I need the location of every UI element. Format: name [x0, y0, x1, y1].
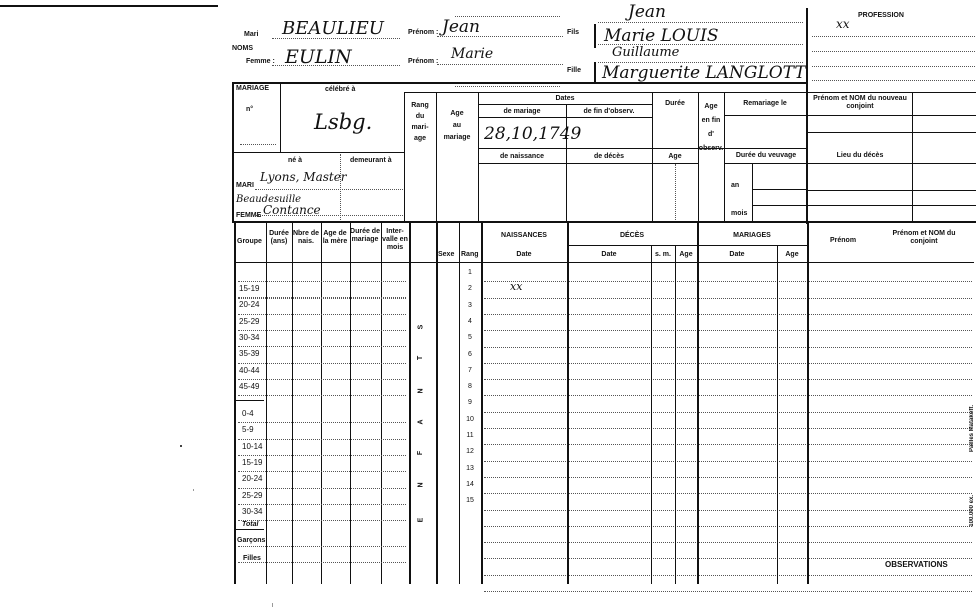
group-row-line	[238, 314, 406, 315]
deces-age-label: Age	[679, 251, 693, 258]
dates-lower-rule	[478, 163, 698, 164]
dates-row-rule	[478, 148, 806, 149]
group-row-line	[238, 422, 406, 423]
col-mariages-left	[697, 222, 699, 584]
mari-prenom-line	[437, 36, 563, 37]
rank-number: 1	[468, 269, 472, 276]
an-label: an	[731, 182, 740, 189]
pere-mari: Jean	[628, 2, 666, 22]
col-enfants-inner	[436, 222, 438, 584]
header-right-divider	[806, 8, 808, 224]
pere-femme: Guillaume	[612, 45, 680, 60]
group-row-line	[238, 562, 406, 563]
ne-a-label: né à	[288, 157, 303, 164]
duree-mariage-label: Durée de mariage	[350, 228, 380, 243]
group-label-a: 15-19	[239, 284, 260, 293]
print-run-text: 100.000 ex.	[969, 495, 975, 527]
group-label-a: 30-34	[239, 332, 260, 342]
sexe-label: Sexe	[438, 251, 455, 258]
femme-lieu-2: Contance	[263, 203, 321, 217]
duree-ans-label: Durée (ans)	[269, 230, 289, 245]
naissance-row2-value: xx	[510, 280, 523, 293]
right-block-rule-2	[806, 132, 976, 133]
veuvage-inner-line	[752, 163, 753, 221]
group-label-b: 10-14	[242, 441, 263, 451]
group-row-line	[238, 395, 406, 396]
child-row-line	[484, 461, 972, 462]
femme-lieu-line	[255, 215, 403, 216]
child-row-line	[484, 298, 972, 299]
rank-number: 14	[466, 480, 474, 488]
femme-label: Femme :	[246, 58, 275, 65]
child-row-line	[484, 412, 972, 413]
fils-label: Fils	[567, 29, 580, 36]
right-block-rule-4	[806, 190, 976, 191]
child-row-line	[484, 379, 972, 380]
de-mariage-label: de mariage	[503, 108, 541, 115]
veuvage-low	[752, 205, 806, 206]
col-duree-left	[266, 222, 267, 584]
mariages-age-label: Age	[785, 251, 799, 258]
mari-lieu: Lyons, Master	[260, 170, 347, 184]
enfants-letter: E	[417, 517, 425, 523]
garcons-label: Garçons	[237, 537, 266, 544]
col-deces-left	[567, 222, 569, 584]
child-row-line	[484, 314, 972, 315]
total-label: Total	[242, 521, 259, 528]
group-label-b: 15-19	[242, 457, 263, 467]
femme-nom-line	[272, 65, 400, 66]
mariage-top-rule	[232, 82, 806, 84]
rank-number: 9	[468, 399, 472, 407]
age-mariage-label: Age au mariage	[443, 110, 471, 141]
group-label-a: 25-29	[239, 316, 260, 326]
publisher-text: Pailles Matakoff.	[969, 405, 975, 453]
rank-number: 13	[466, 464, 474, 472]
age-fin-label: Age en fin d' observ.	[698, 103, 724, 152]
total-rule	[236, 529, 264, 530]
prof-line-2	[812, 51, 975, 52]
group-row-line	[238, 281, 406, 282]
enfants-letter: N	[417, 388, 425, 394]
group-row-line	[238, 363, 406, 364]
child-row-line	[484, 477, 972, 478]
intervalle-label: Inter-valle en mois	[382, 228, 408, 251]
col-nbre-left	[292, 222, 293, 584]
deces-date-label: Date	[601, 251, 617, 258]
rang-label: Rang	[461, 251, 479, 258]
group-row-line	[238, 455, 406, 456]
fin-observ-label: de fin d'observ.	[583, 108, 635, 115]
mariages-label: MARIAGES	[733, 232, 771, 239]
groupe-label: Groupe	[237, 238, 262, 245]
mari-row-label: MARI	[236, 182, 254, 189]
child-row-line	[484, 444, 972, 445]
nbre-naiss-label: Nbre de nais.	[292, 230, 320, 245]
col-intervalle-left	[381, 222, 382, 584]
group-label-b: 0-4	[242, 409, 254, 418]
lieu-deces-label: Lieu du décès	[836, 152, 884, 159]
child-row-line	[484, 542, 972, 543]
group-label-b: 30-34	[242, 506, 263, 516]
child-row-line	[484, 526, 972, 527]
group-label-b: 25-29	[242, 490, 263, 500]
rank-number: 2	[468, 285, 472, 293]
group-label-a: 20-24	[239, 300, 260, 310]
child-row-line	[484, 281, 972, 282]
pere-mari-line	[598, 22, 803, 23]
rank-number: 11	[466, 432, 474, 439]
prenom-mari-label: Prénom :	[408, 29, 439, 36]
dates-hdr-rule	[478, 117, 652, 118]
col-rang-left	[459, 222, 460, 584]
deces-sub-rule	[567, 245, 697, 246]
fille-label: Fille	[567, 67, 582, 74]
rank-number: 3	[468, 301, 472, 309]
prof-line-1	[812, 36, 975, 37]
group-row-line	[238, 546, 406, 547]
sm-label: s. m.	[655, 251, 671, 258]
ne-demeurant-divider	[340, 154, 341, 220]
col-mariages-age-left	[777, 245, 778, 584]
remariage-rule	[724, 115, 806, 116]
group-row-line	[238, 504, 406, 505]
rank-number: 15	[466, 497, 474, 505]
duree-veuvage-label: Durée du veuvage	[735, 152, 797, 159]
duree-dotted	[675, 164, 676, 220]
group-separator	[236, 400, 264, 401]
noms-label: NOMS	[232, 45, 253, 52]
child-row-line	[484, 347, 972, 348]
group-row-line	[238, 488, 406, 489]
observations-label: OBSERVATIONS	[885, 560, 948, 569]
mariage-label: MARIAGE	[236, 85, 270, 92]
femme-prenom: Marie	[451, 46, 494, 62]
profession-label: PROFESSION	[858, 12, 904, 19]
rank-number: 10	[466, 415, 474, 423]
conjoint-col-label: Prénom et NOM du conjoint	[892, 230, 956, 245]
group-label-a: 45-49	[239, 381, 260, 391]
right-block-rule-5	[806, 205, 976, 206]
child-row-line	[484, 575, 972, 576]
filles-label: Filles	[243, 555, 261, 562]
mariage-rule-inner	[404, 92, 806, 93]
rank-number: 7	[468, 366, 472, 374]
dates-sub-rule	[478, 104, 652, 105]
header-mid-dotted	[455, 86, 560, 87]
femme-nom: EULIN	[285, 46, 352, 68]
place-row-rule	[232, 152, 404, 153]
femme-prenom-line	[437, 64, 563, 65]
child-row-line	[484, 510, 972, 511]
prof-line-3	[812, 66, 975, 67]
mariage-top-rule-right	[806, 92, 976, 93]
demeurant-label: demeurant à	[350, 157, 392, 164]
no-label: n°	[246, 106, 254, 113]
rang-label: Rang du mari- age	[411, 102, 429, 142]
age2-label: Age	[668, 153, 682, 160]
group-label-b: 20-24	[242, 474, 263, 484]
child-row-line	[484, 363, 972, 364]
naissances-label: NAISSANCES	[501, 232, 547, 239]
group-row-line	[238, 471, 406, 472]
enfants-letter: F	[417, 450, 425, 456]
de-naissance-label: de naissance	[500, 153, 544, 160]
rank-number: 12	[466, 448, 474, 456]
mere-mari: Marie LOUIS	[604, 26, 719, 46]
group-row-line	[238, 297, 406, 298]
prof-line-4	[812, 80, 975, 81]
enfants-letter: S	[417, 324, 425, 330]
right-block-col	[912, 92, 913, 221]
age-mere-label: Age de la mère	[322, 230, 348, 245]
mere-femme: Marguerite LANGLOTT	[602, 63, 806, 83]
stray-mark-3	[272, 603, 273, 607]
rank-number: 4	[468, 317, 472, 325]
group-label-a: 35-39	[239, 349, 260, 359]
col-agemere-left	[321, 222, 322, 584]
mari-prenom: Jean	[442, 17, 480, 37]
prenom-col-label: Prénom	[830, 237, 857, 244]
group-row-line	[238, 330, 406, 331]
group-row-line	[238, 439, 406, 440]
mari-nom: BEAULIEU	[282, 18, 384, 39]
no-line	[240, 144, 276, 145]
stray-mark-2	[193, 489, 194, 491]
celebre-label: célébré à	[325, 86, 356, 93]
mariages-date-label: Date	[729, 251, 745, 258]
right-block-rule-1	[806, 115, 976, 116]
col-naissances-left	[481, 222, 483, 584]
date-mariage-value: 28,10,1749	[484, 124, 582, 144]
veuvage-mid	[752, 189, 806, 190]
group-label-a: 40-44	[239, 365, 260, 375]
celebration-place: Lsbg.	[314, 110, 373, 134]
parents-box-left-bot	[594, 62, 596, 84]
mari-lieu-line	[255, 189, 403, 190]
rank-number: 8	[468, 383, 472, 391]
remariage-label: Remariage le	[743, 100, 787, 107]
femme-row-label: FEMME	[236, 212, 262, 219]
de-deces-label: de décès	[594, 153, 624, 160]
col-dureemar-left	[350, 222, 351, 584]
prenom-femme-label: Prénom :	[408, 58, 439, 65]
profession-value: xx	[836, 17, 850, 31]
mari-nom-line	[272, 38, 400, 39]
child-row-line	[484, 395, 972, 396]
mariage-bottom-rule	[232, 221, 976, 223]
child-row-line	[484, 330, 972, 331]
femme-lieu-1: Beaudesuille	[236, 194, 302, 205]
top-left-rule	[0, 5, 218, 7]
child-row-line	[484, 493, 972, 494]
rank-number: 6	[468, 350, 472, 358]
enfants-letter: T	[417, 355, 425, 361]
mariages-sub-rule	[697, 245, 807, 246]
right-block-rule-3	[806, 163, 976, 164]
nouveau-conjoint-label: Prénom et NOM du nouveau conjoint	[813, 95, 907, 110]
mariage-col-line	[280, 82, 281, 152]
rank-number: 5	[468, 334, 472, 342]
duree-label: Durée	[665, 100, 685, 107]
table-header-rule	[234, 262, 974, 263]
dates-label: Dates	[555, 95, 575, 102]
mari-label: Mari	[244, 31, 259, 38]
col-sm-left	[651, 245, 652, 584]
child-row-line	[484, 428, 972, 429]
col-prenom-left	[807, 222, 809, 584]
parents-box-left-top	[594, 24, 596, 48]
enfants-letter: N	[417, 482, 425, 488]
col-enfants-left	[409, 222, 411, 584]
group-label-b: 5-9	[242, 425, 254, 435]
veuvage-rule	[724, 163, 806, 164]
group-row-line	[238, 379, 406, 380]
group-row-line	[238, 520, 406, 521]
child-row-line	[484, 591, 972, 592]
stray-mark-1	[180, 445, 182, 447]
col-deces-age-left	[675, 245, 676, 584]
mois-label: mois	[731, 210, 748, 217]
group-row-line	[238, 346, 406, 347]
enfants-letter: A	[417, 419, 425, 425]
naissances-date-label: Date	[516, 251, 532, 258]
deces-label: DÉCÈS	[619, 232, 645, 239]
